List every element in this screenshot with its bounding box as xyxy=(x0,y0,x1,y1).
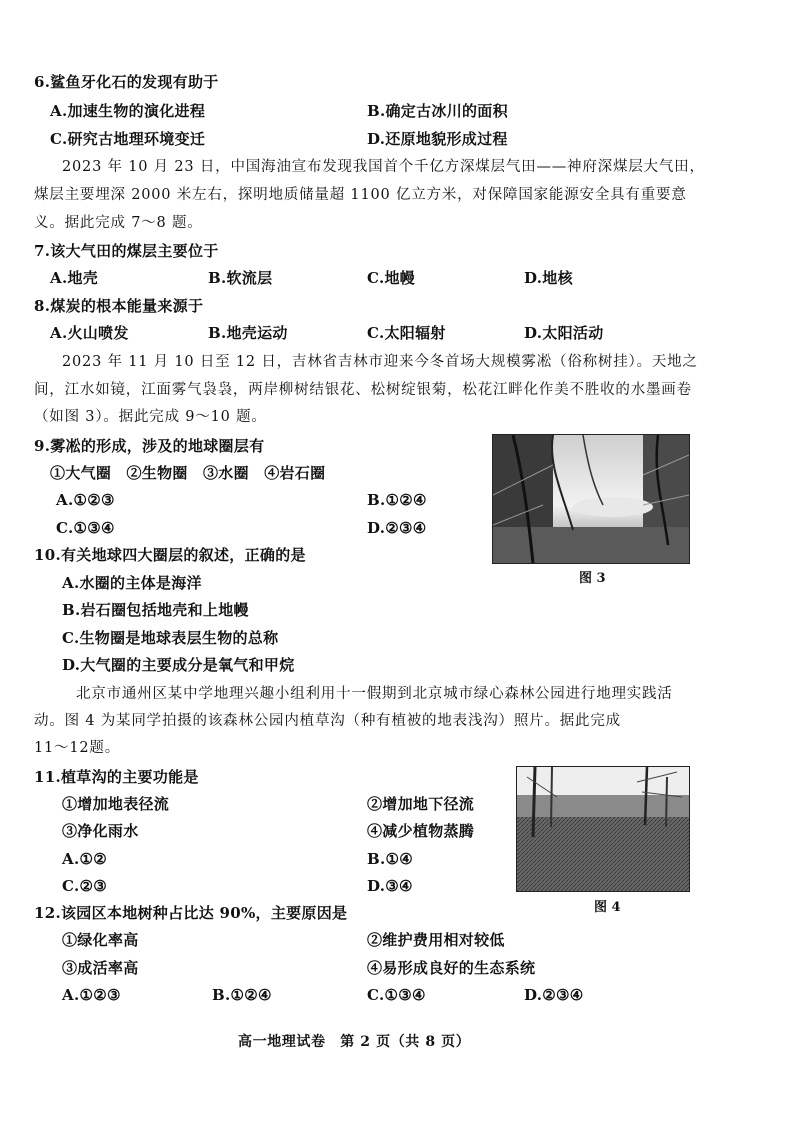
question-11-option-b: B.①④ xyxy=(367,850,413,868)
question-6-option-b: B.确定古冰川的面积 xyxy=(367,102,508,120)
rime-tree-photo-icon xyxy=(493,435,689,563)
question-9-option-b: B.①②④ xyxy=(367,491,427,509)
question-12-stem: 12.该园区本地树种占比达 90%，主要原因是 xyxy=(34,904,348,922)
question-10-stem: 10.有关地球四大圈层的叙述，正确的是 xyxy=(34,546,306,564)
question-12-option-a: A.①②③ xyxy=(62,986,121,1004)
question-12-item-2: ②维护费用相对较低 xyxy=(367,931,505,949)
question-12-option-d: D.②③④ xyxy=(524,986,584,1004)
question-9-stem: 9.雾凇的形成，涉及的地球圈层有 xyxy=(34,437,265,455)
page-footer: 高一地理试卷 第 2 页（共 8 页） xyxy=(238,1034,471,1050)
question-7-option-c: C.地幔 xyxy=(367,269,416,287)
question-6-option-d: D.还原地貌形成过程 xyxy=(367,130,508,148)
passage-2-line-1: 2023 年 11 月 10 日至 12 日，吉林省吉林市迎来今冬首场大规模雾凇（俗称树挂）。天地之 xyxy=(62,354,698,370)
passage-1-line-3: 义。据此完成 7～8 题。 xyxy=(34,215,203,231)
figure-4-photo xyxy=(516,766,690,892)
question-11-stem: 11.植草沟的主要功能是 xyxy=(34,768,199,786)
question-9-items: ①大气圈 ②生物圈 ③水圈 ④岩石圈 xyxy=(50,464,326,482)
question-12-item-4: ④易形成良好的生态系统 xyxy=(367,959,536,977)
question-11-item-1: ①增加地表径流 xyxy=(62,795,170,813)
figure-3-photo xyxy=(492,434,690,564)
passage-2-line-2: 间，江水如镜，江面雾气袅袅，两岸柳树结银花、松树绽银菊，松花江畔化作美不胜收的水墨画卷 xyxy=(34,382,692,398)
question-11-option-a: A.①② xyxy=(62,850,107,868)
question-12-option-b: B.①②④ xyxy=(212,986,272,1004)
passage-3-line-3: 11～12题。 xyxy=(34,740,121,756)
question-7-option-d: D.地核 xyxy=(524,269,573,287)
question-12-item-1: ①绿化率高 xyxy=(62,931,139,949)
question-12-option-c: C.①③④ xyxy=(367,986,426,1004)
question-11-option-c: C.②③ xyxy=(62,877,107,895)
question-8-option-c: C.太阳辐射 xyxy=(367,324,446,342)
passage-3-line-2: 动。图 4 为某同学拍摄的该森林公园内植草沟（种有植被的地表浅沟）照片。据此完成 xyxy=(34,713,621,729)
question-9-option-d: D.②③④ xyxy=(367,519,427,537)
question-9-option-a: A.①②③ xyxy=(56,491,115,509)
question-7-option-a: A.地壳 xyxy=(50,269,99,287)
question-10-option-d: D.大气圈的主要成分是氧气和甲烷 xyxy=(62,656,295,674)
question-8-option-a: A.火山喷发 xyxy=(50,324,129,342)
question-6-option-a: A.加速生物的演化进程 xyxy=(50,102,206,120)
question-10-option-c: C.生物圈是地球表层生物的总称 xyxy=(62,629,279,647)
question-8-stem: 8.煤炭的根本能量来源于 xyxy=(34,297,204,315)
question-11-item-2: ②增加地下径流 xyxy=(367,795,475,813)
question-12-item-3: ③成活率高 xyxy=(62,959,139,977)
question-11-option-d: D.③④ xyxy=(367,877,413,895)
question-8-option-d: D.太阳活动 xyxy=(524,324,604,342)
grass-swale-photo-icon xyxy=(517,767,689,891)
passage-3-line-1: 北京市通州区某中学地理兴趣小组利用十一假期到北京城市绿心森林公园进行地理实践活 xyxy=(76,686,673,702)
question-7-stem: 7.该大气田的煤层主要位于 xyxy=(34,242,219,260)
question-10-option-b: B.岩石圈包括地壳和上地幔 xyxy=(62,601,249,619)
question-9-option-c: C.①③④ xyxy=(56,519,115,537)
figure-3-caption: 图 3 xyxy=(579,571,606,586)
question-6-option-c: C.研究古地理环境变迁 xyxy=(50,130,206,148)
question-8-option-b: B.地壳运动 xyxy=(208,324,288,342)
passage-2-line-3: （如图 3）。据此完成 9～10 题。 xyxy=(34,409,267,425)
question-7-option-b: B.软流层 xyxy=(208,269,273,287)
passage-1-line-2: 煤层主要埋深 2000 米左右，探明地质储量超 1100 亿立方米，对保障国家能源安全具有重要意 xyxy=(34,187,687,203)
question-6-stem: 6.鲨鱼牙化石的发现有助于 xyxy=(34,73,219,91)
figure-4-caption: 图 4 xyxy=(594,900,621,915)
question-11-item-4: ④减少植物蒸腾 xyxy=(367,822,475,840)
question-11-item-3: ③净化雨水 xyxy=(62,822,139,840)
passage-1-line-1: 2023 年 10 月 23 日，中国海油宣布发现我国首个千亿方深煤层气田——神府深煤层大气田， xyxy=(62,159,705,175)
question-10-option-a: A.水圈的主体是海洋 xyxy=(62,574,202,592)
